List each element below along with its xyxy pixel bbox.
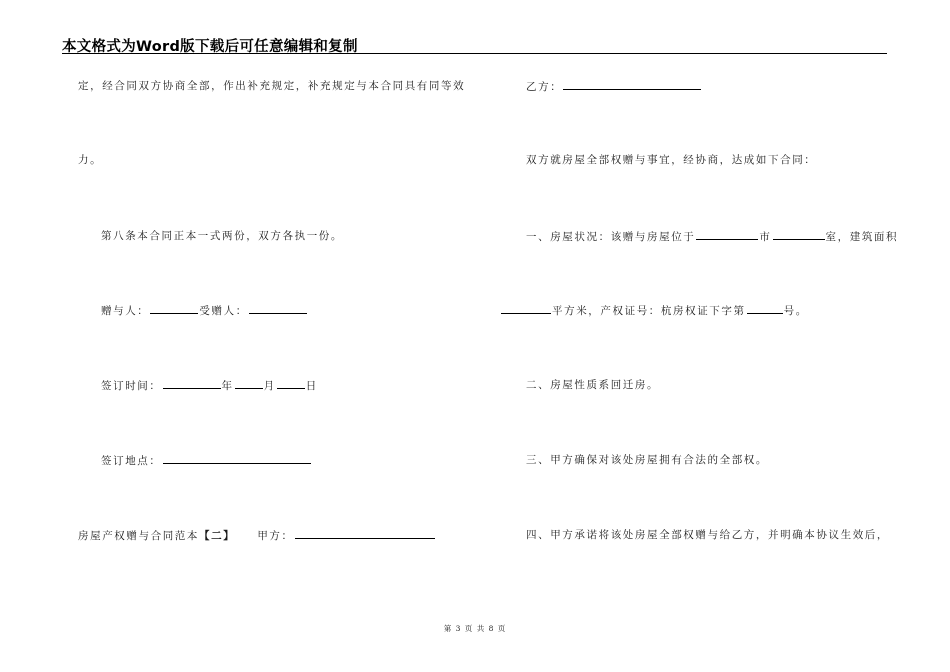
year-blank[interactable] [163,379,221,389]
clause-1-text: 一、房屋状况：该赠与房屋位于 [526,231,696,243]
sign-date-line [101,379,318,392]
certificate-text: 平方米，产权证号：杭房权证下字第 [552,305,746,317]
certificate-suffix: 号。 [783,305,808,317]
party-b-label: 乙方： [526,81,563,93]
party-b-blank[interactable] [563,80,701,90]
contract-title-line [78,529,436,542]
month-blank[interactable] [235,379,263,389]
donee-label: 受赠人： [199,305,248,317]
left-line-2: 力。 [78,154,103,166]
room-blank[interactable] [773,230,825,240]
clause-3: 三、甲方确保对该处房屋拥有合法的全部权。 [526,454,768,466]
contract-title: 房屋产权赠与合同范本 [78,530,199,542]
contract-number: 【二】 [199,530,236,542]
page-number: 第 3 页 共 8 页 [443,624,507,633]
donee-blank[interactable] [249,304,307,314]
day-label: 日 [305,380,318,392]
donor-line [101,304,308,317]
party-b-line [526,80,702,93]
article-8: 第八条本合同正本一式两份，双方各执一份。 [101,230,343,242]
area-blank[interactable] [501,304,551,314]
clause-2: 二、房屋性质系回迁房。 [526,379,660,391]
clause-1-cont [500,304,808,317]
preamble: 双方就房屋全部权赠与事宜，经协商，达成如下合同： [526,154,817,166]
city-blank[interactable] [696,230,758,240]
sign-place-label: 签订地点： [101,455,162,467]
sign-place-line [101,454,312,467]
month-label: 月 [263,380,276,392]
header-divider [62,53,887,54]
donor-label: 赠与人： [101,305,150,317]
sign-date-label: 签订时间： [101,380,162,392]
clause-4: 四、甲方承诺将该处房屋全部权赠与给乙方，并明确本协议生效后， [526,529,889,541]
sign-place-blank[interactable] [163,454,311,464]
party-a-blank[interactable] [295,529,435,539]
day-blank[interactable] [277,379,305,389]
party-a-label: 甲方： [257,530,294,542]
certificate-blank[interactable] [747,304,783,314]
clause-1-line [526,230,898,243]
document-header-title: 本文格式为Word版下载后可任意编辑和复制 [62,39,358,55]
donor-blank[interactable] [150,304,198,314]
city-label: 市 [759,231,772,243]
year-label: 年 [221,380,234,392]
area-label: 室，建筑面积 [825,231,899,243]
left-line-1: 定，经合同双方协商全部，作出补充规定，补充规定与本合同具有同等效 [78,80,466,92]
